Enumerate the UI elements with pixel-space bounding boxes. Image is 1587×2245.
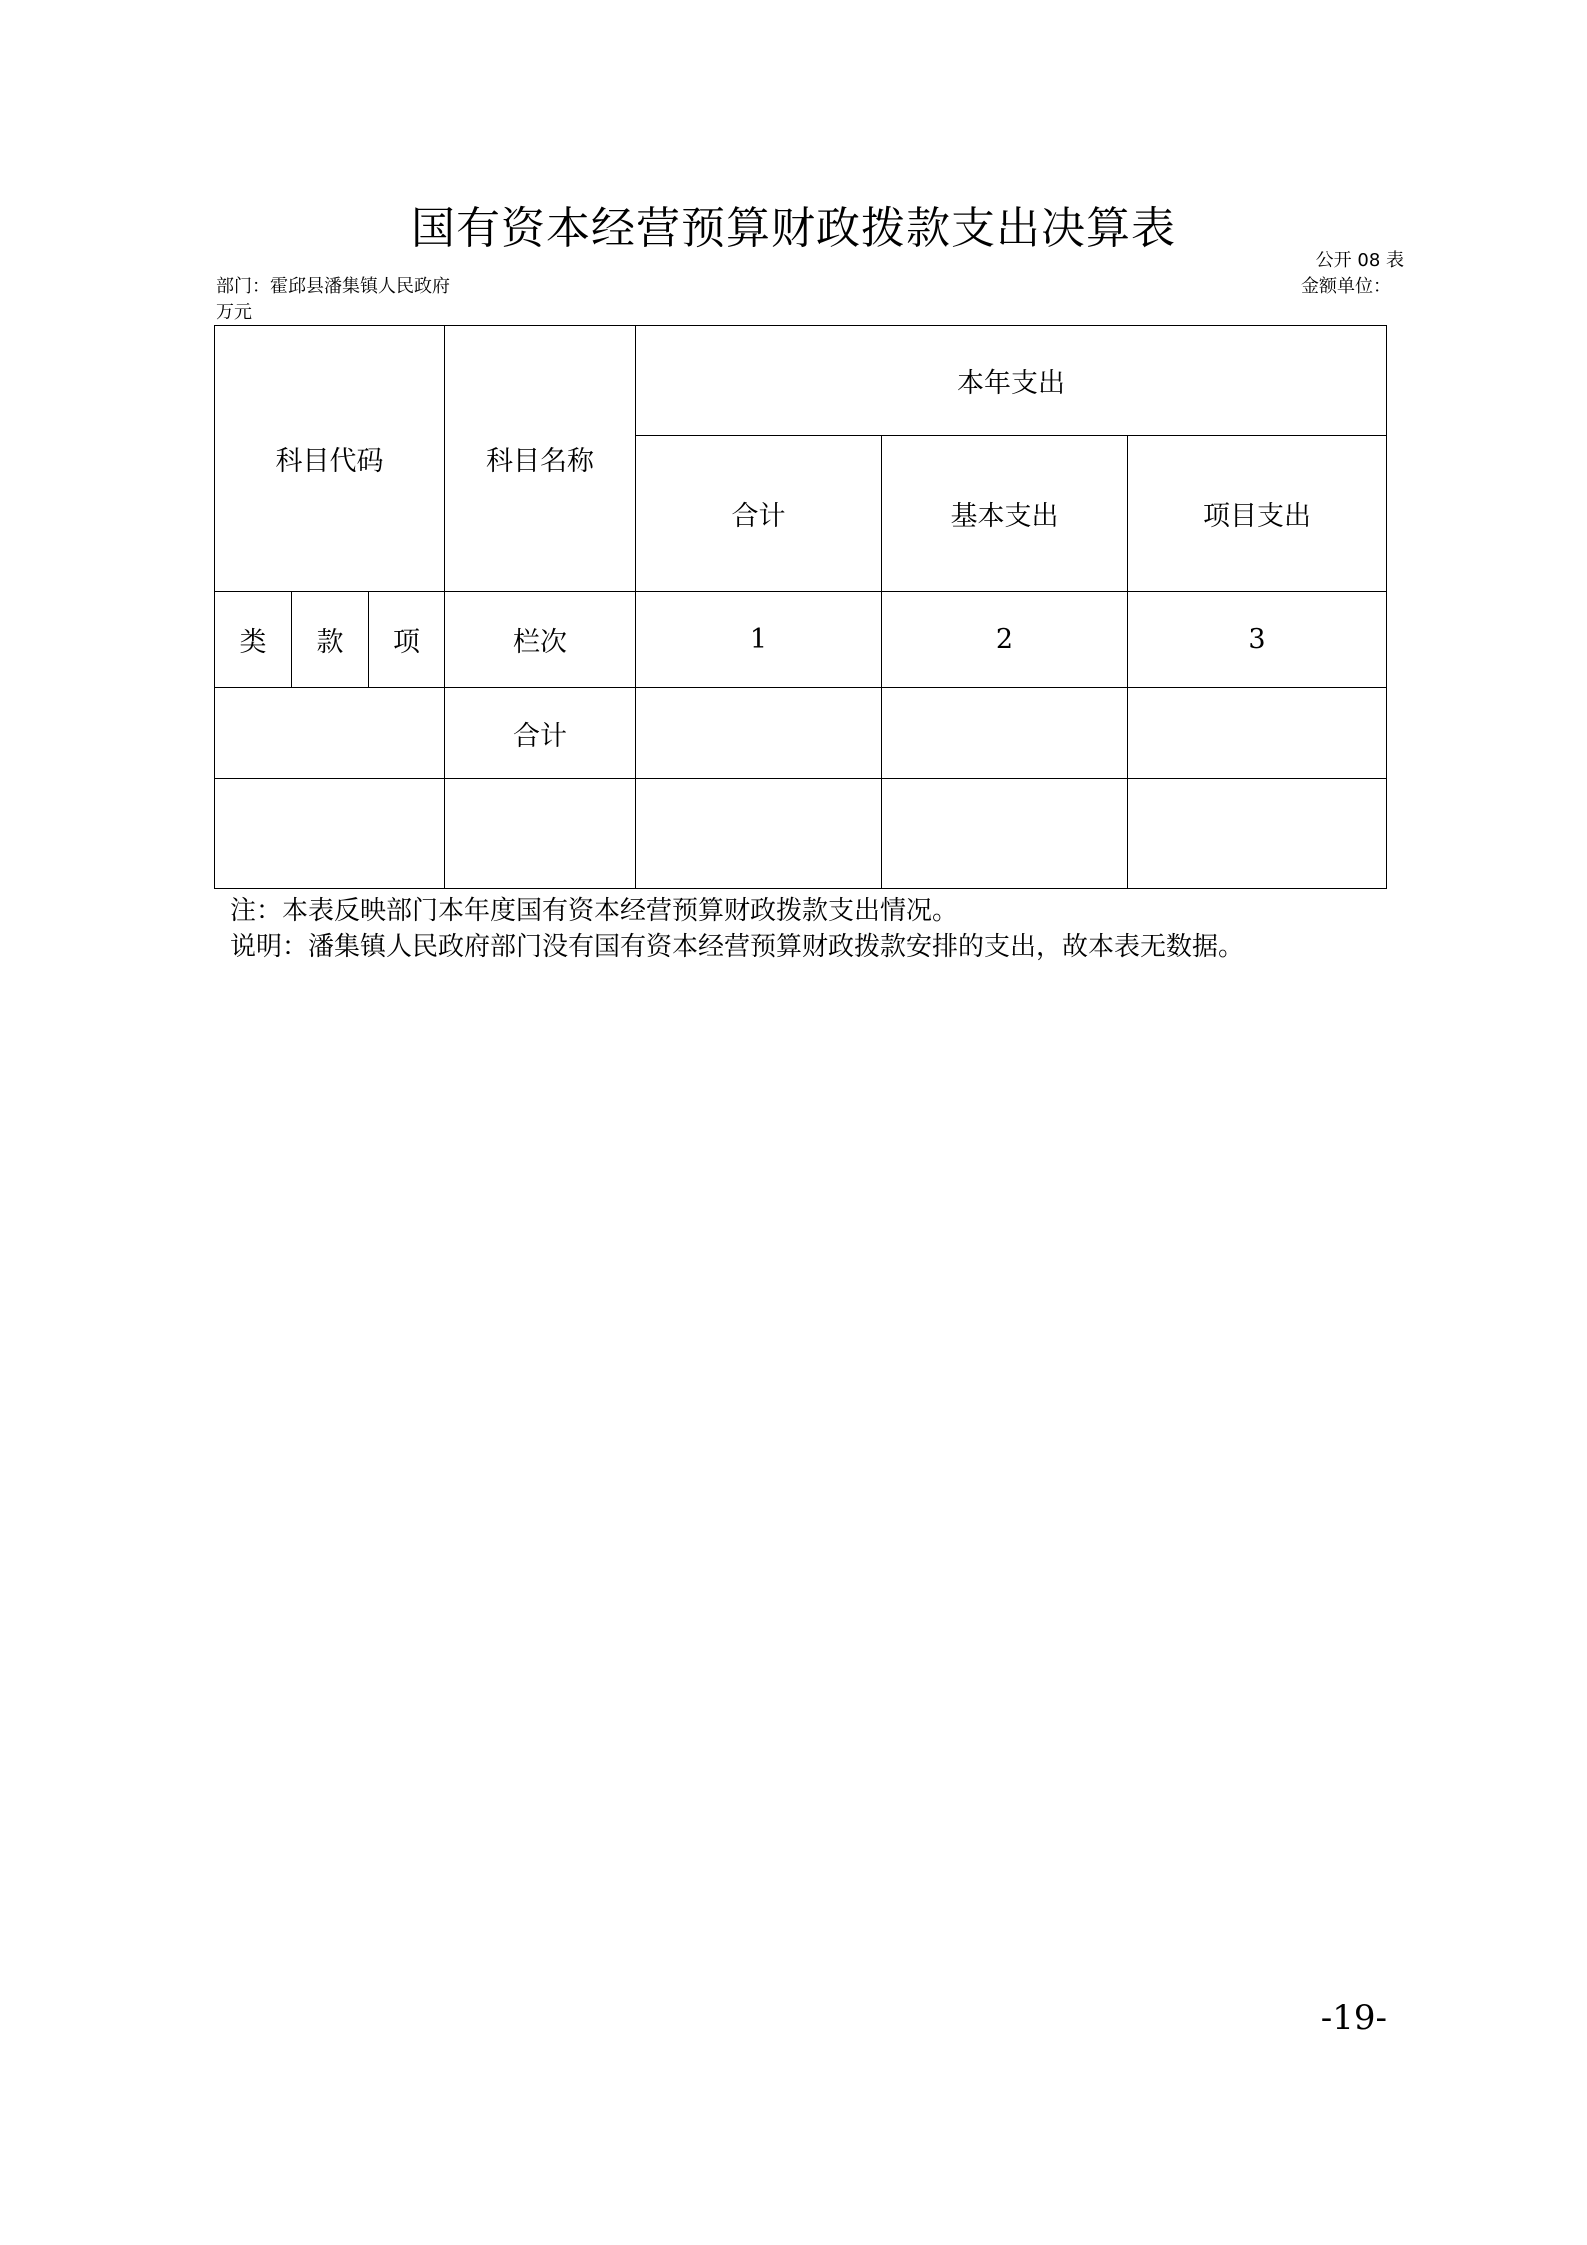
- form-number: 公开 08 表: [1315, 250, 1404, 271]
- total-row-basic: [882, 688, 1128, 779]
- index-column-label: 栏次: [445, 592, 636, 688]
- amount-unit-label: 金额单位：: [1301, 276, 1391, 297]
- data-row-name: [445, 779, 636, 889]
- header-current-year-expenditure: 本年支出: [636, 326, 1387, 436]
- index-col-1: 1: [636, 592, 882, 688]
- explanation-text: 说明：潘集镇人民政府部门没有国有资本经营预算财政拨款安排的支出，故本表无数据。: [230, 932, 1245, 962]
- total-row-total: [636, 688, 882, 779]
- data-row-project: [1128, 779, 1387, 889]
- header-subject-code: 科目代码: [215, 326, 445, 592]
- total-row-code: [215, 688, 445, 779]
- total-row-label: 合计: [445, 688, 636, 779]
- header-project-expenditure: 项目支出: [1128, 436, 1387, 592]
- document-title: 国有资本经营预算财政拨款支出决算表: [411, 203, 1176, 254]
- data-row-basic: [882, 779, 1128, 889]
- total-row-project: [1128, 688, 1387, 779]
- total-row: [215, 688, 1387, 779]
- header-total: 合计: [636, 436, 882, 592]
- expenditure-table: [214, 325, 1387, 889]
- data-row-code: [215, 779, 445, 889]
- notes-block: [230, 893, 1244, 965]
- page-number: -19-: [1320, 1998, 1387, 2038]
- header-row-1: [215, 326, 1387, 436]
- header-basic-expenditure: 基本支出: [882, 436, 1128, 592]
- index-xiang: 项: [369, 592, 445, 688]
- note-text: 注：本表反映部门本年度国有资本经营预算财政拨款支出情况。: [230, 896, 959, 926]
- data-row-total: [636, 779, 882, 889]
- index-col-2: 2: [882, 592, 1128, 688]
- index-row: [215, 592, 1387, 688]
- data-row: [215, 779, 1387, 889]
- index-lei: 类: [215, 592, 292, 688]
- index-kuan: 款: [292, 592, 369, 688]
- amount-unit-value: 万元: [216, 302, 252, 323]
- index-col-3: 3: [1128, 592, 1387, 688]
- header-subject-name: 科目名称: [445, 326, 636, 592]
- department-label: 部门：霍邱县潘集镇人民政府: [216, 276, 450, 297]
